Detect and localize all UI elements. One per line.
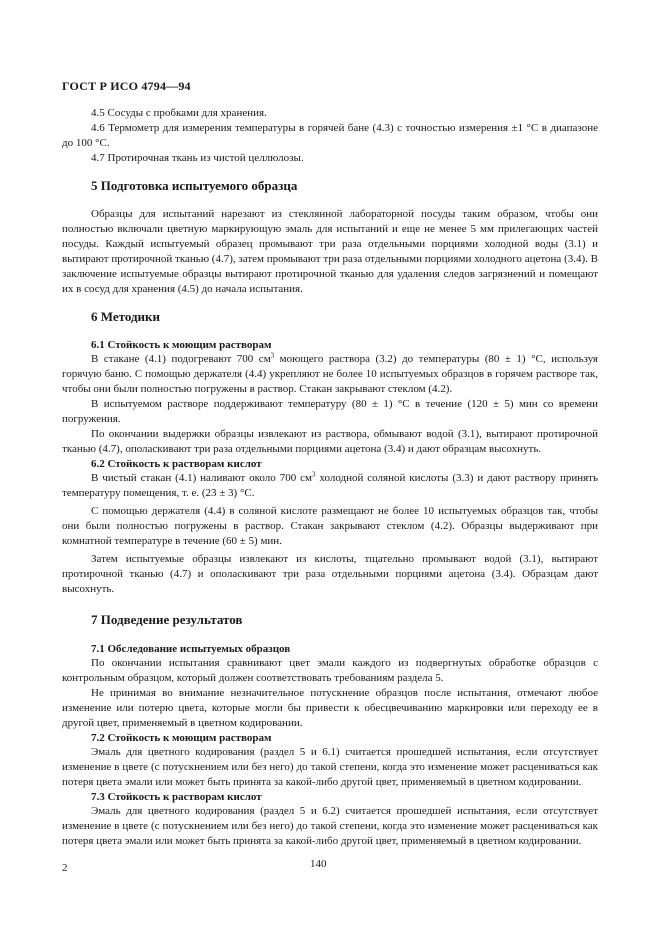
- superscript: 3: [311, 470, 316, 479]
- section-6-title: 6 Методики: [91, 309, 161, 324]
- section-7-title: 7 Подведение результатов: [91, 612, 243, 627]
- subsection-6-2-paragraph-1: [62, 471, 598, 501]
- subsection-6-1-paragraph-1: [62, 352, 598, 397]
- text-run: моющего раствора (3.2) до температуры (80 ± 1) °С, используя горячую баню. С помощью держателя (4.4) укрепляют не более 10 испытуемых образцов в горячем растворе так, чтобы они были полностью погружены в раствор. Стакан закрывают стеклом (4.2).: [62, 353, 598, 395]
- subsection-7-2-title: 7.2 Стойкость к моющим растворам: [91, 732, 272, 744]
- text-run: В чистый стакан (4.1) наливают около 700 см: [91, 472, 312, 484]
- page-number: 2: [62, 862, 68, 874]
- section-5-paragraph: Образцы для испытаний нарезают из стеклянной лабораторной посуды таким образом, чтобы они полностью включали цветную маркирующую эмаль для испытаний и еще не менее 5 мм прилегающих частей посуды. Каждый испытуемый образец промывают три раза отдельными порциями холодной воды (3.1) и вытирают протирочной тканью (4.7), затем промывают три раза отдельными порциями холодного ацетона (3.4). В заключение испытуемые образцы вытирают протирочной тканью для удаления следов загрязнений и помещают их в сосуд для хранения (4.5) до начала испытания.: [62, 208, 598, 295]
- subsection-7-1-paragraph-2: Не принимая во внимание незначительное потускнение образцов после испытания, отмечают любое изменение или потерю цвета, которые могли бы привести к обесцвечиванию маркировки или переходу ее в другой цвет, применяемый в цветном кодировании.: [62, 687, 598, 729]
- subsection-7-2-paragraph-1: Эмаль для цветного кодирования (раздел 5 и 6.1) считается прошедшей испытания, если отсутствует изменение в цвете (с потускнением или без него) до такой степени, когда это изменение может расцениваться как потеря цвета эмали или может быть принята за какой-либо другой цвет, применяемый в цветном кодировании.: [62, 746, 598, 788]
- sheet-number: 140: [310, 858, 327, 870]
- subsection-6-1-paragraph-3: По окончании выдержки образцы извлекают из раствора, обмывают водой (3.1), вытирают протирочной тканью (4.7), ополаскивают три раза отдельными порциями ацетона (3.4) и дают образцам высохнуть.: [62, 428, 598, 455]
- superscript: 3: [270, 351, 275, 360]
- section-5-title: 5 Подготовка испытуемого образца: [91, 178, 298, 193]
- text-run: холодной соляной кислоты (3.3) и дают раствору принять температуру помещения, т. е. (23 ± 3) °С.: [62, 472, 598, 499]
- item-4-6: 4.6 Термометр для измерения температуры в горячей бане (4.3) с точностью измерения ±1 °С в диапазоне до 100 °С.: [62, 122, 598, 149]
- subsection-7-3-paragraph-1: Эмаль для цветного кодирования (раздел 5 и 6.2) считается прошедшей испытания, если отсутствует изменение в цвете (с потускнением или без него) до такой степени, когда это изменение может расцениваться как потеря цвета эмали или может быть принята за какой-либо другой цвет, применяемый в цветном кодировании.: [62, 805, 598, 847]
- item-4-5: 4.5 Сосуды с пробками для хранения.: [91, 107, 267, 119]
- subsection-6-2-title: 6.2 Стойкость к растворам кислот: [91, 458, 262, 470]
- subsection-7-1-paragraph-1: По окончании испытания сравнивают цвет эмали каждого из подвергнутых обработке образцов с контрольным образцом, который должен соответствовать требованиям раздела 5.: [62, 657, 598, 684]
- text-run: В стакане (4.1) подогревают 700 см: [91, 353, 271, 365]
- subsection-6-2-paragraph-3: Затем испытуемые образцы извлекают из кислоты, тщательно промывают водой (3.1), вытирают протирочной тканью (4.7) и ополаскивают три раза отдельными порциями ацетона (3.4). Образцам дают высохнуть.: [62, 553, 598, 595]
- item-4-7: 4.7 Протирочная ткань из чистой целлюлозы.: [91, 152, 304, 164]
- subsection-7-1-title: 7.1 Обследование испытуемых образцов: [91, 643, 291, 655]
- subsection-6-1-title: 6.1 Стойкость к моющим растворам: [91, 339, 272, 351]
- document-header: ГОСТ Р ИСО 4794—94: [62, 79, 191, 93]
- subsection-6-2-paragraph-2: С помощью держателя (4.4) в соляной кислоте размещают не более 10 испытуемых образцов так, чтобы они были полностью погружены в раствор. Стакан закрывают стеклом (4.2). Образцы выдерживают при комнатной температуре в течение (60 ± 5) мин.: [62, 505, 598, 547]
- document-body: [62, 106, 598, 849]
- subsection-6-1-paragraph-2: В испытуемом растворе поддерживают температуру (80 ± 1) °С в течение (120 ± 5) мин со времени погружения.: [62, 398, 598, 425]
- subsection-7-3-title: 7.3 Стойкость к растворам кислот: [91, 791, 262, 803]
